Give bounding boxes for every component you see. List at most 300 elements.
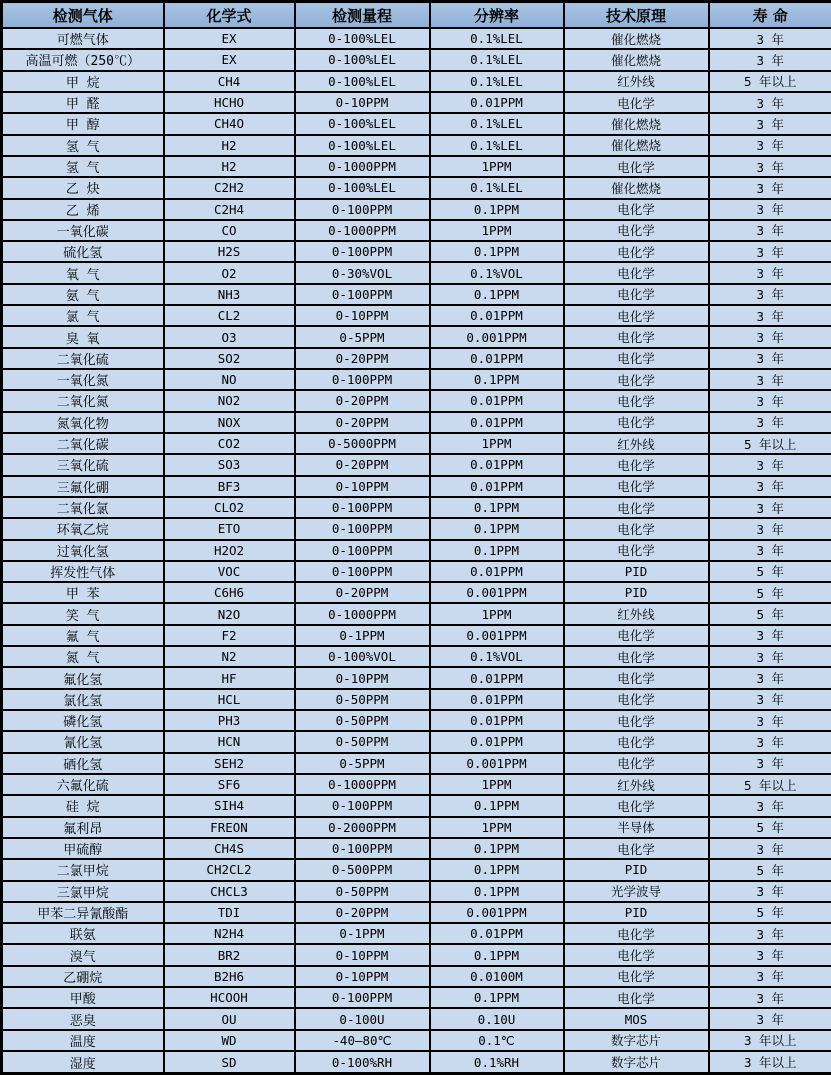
cell-lifespan: 3 年 (709, 156, 831, 177)
table-row (2, 262, 831, 283)
cell-range: 0-20PPM (295, 390, 430, 411)
cell-principle: 数字芯片 (564, 1051, 709, 1074)
table-row (2, 135, 831, 156)
table-row (2, 731, 831, 752)
table-row (2, 582, 831, 603)
cell-gas: 硫化氢 (2, 241, 164, 262)
cell-principle: 电化学 (564, 262, 709, 283)
table-row (2, 199, 831, 220)
cell-resolution: 0.01PPM (430, 923, 564, 944)
table-row (2, 987, 831, 1008)
cell-range: 0-50PPM (295, 881, 430, 902)
cell-formula: F2 (164, 625, 295, 646)
cell-formula: SF6 (164, 774, 295, 795)
cell-lifespan: 3 年 (709, 28, 831, 49)
cell-gas: 甲 烷 (2, 71, 164, 92)
table-row (2, 433, 831, 454)
cell-principle: 电化学 (564, 390, 709, 411)
cell-resolution: 0.01PPM (430, 689, 564, 710)
cell-range: 0-100PPM (295, 241, 430, 262)
cell-range: 0-100%LEL (295, 177, 430, 198)
column-header-resolution: 分辨率 (430, 2, 564, 29)
cell-range: 0-100PPM (295, 284, 430, 305)
cell-lifespan: 3 年 (709, 348, 831, 369)
cell-formula: PH3 (164, 710, 295, 731)
cell-range: 0-10PPM (295, 476, 430, 497)
cell-lifespan: 3 年 (709, 241, 831, 262)
cell-range: 0-1PPM (295, 625, 430, 646)
cell-resolution: 0.1PPM (430, 795, 564, 816)
cell-lifespan: 3 年 (709, 326, 831, 347)
cell-lifespan: 3 年 (709, 646, 831, 667)
table-row (2, 838, 831, 859)
cell-principle: 电化学 (564, 369, 709, 390)
cell-gas: 笑 气 (2, 603, 164, 624)
cell-gas: 溴气 (2, 944, 164, 965)
cell-lifespan: 3 年 (709, 838, 831, 859)
cell-formula: BR2 (164, 944, 295, 965)
table-row (2, 667, 831, 688)
cell-resolution: 0.1%LEL (430, 49, 564, 70)
cell-formula: CH4 (164, 71, 295, 92)
cell-principle: 电化学 (564, 92, 709, 113)
cell-lifespan: 3 年 (709, 177, 831, 198)
cell-gas: 氟利昂 (2, 817, 164, 838)
cell-principle: 电化学 (564, 156, 709, 177)
cell-range: 0-100PPM (295, 561, 430, 582)
table-row (2, 28, 831, 49)
cell-resolution: 0.1%VOL (430, 646, 564, 667)
cell-principle: 电化学 (564, 710, 709, 731)
cell-principle: 红外线 (564, 433, 709, 454)
cell-resolution: 0.10U (430, 1008, 564, 1029)
cell-lifespan: 3 年以上 (709, 1030, 831, 1051)
cell-principle: 电化学 (564, 966, 709, 987)
cell-formula: H2 (164, 156, 295, 177)
cell-lifespan: 3 年 (709, 944, 831, 965)
table-row (2, 710, 831, 731)
cell-resolution: 0.1%LEL (430, 28, 564, 49)
cell-lifespan: 5 年 (709, 582, 831, 603)
table-row (2, 966, 831, 987)
cell-principle: 红外线 (564, 603, 709, 624)
table-row (2, 49, 831, 70)
table-row (2, 113, 831, 134)
cell-resolution: 0.1PPM (430, 987, 564, 1008)
cell-range: 0-50PPM (295, 689, 430, 710)
cell-range: -40—80℃ (295, 1030, 430, 1051)
cell-range: 0-5000PPM (295, 433, 430, 454)
cell-formula: HCL (164, 689, 295, 710)
cell-resolution: 0.001PPM (430, 326, 564, 347)
table-row (2, 71, 831, 92)
cell-gas: 一氧化氮 (2, 369, 164, 390)
cell-principle: 数字芯片 (564, 1030, 709, 1051)
cell-resolution: 0.01PPM (430, 454, 564, 475)
cell-formula: C2H4 (164, 199, 295, 220)
cell-lifespan: 3 年 (709, 199, 831, 220)
cell-resolution: 1PPM (430, 603, 564, 624)
cell-gas: 二氯甲烷 (2, 859, 164, 880)
cell-principle: 光学波导 (564, 881, 709, 902)
cell-principle: 电化学 (564, 795, 709, 816)
cell-resolution: 0.01PPM (430, 710, 564, 731)
cell-gas: 氯化氢 (2, 689, 164, 710)
cell-range: 0-100PPM (295, 795, 430, 816)
cell-resolution: 0.1PPM (430, 369, 564, 390)
cell-principle: 电化学 (564, 497, 709, 518)
cell-principle: PID (564, 582, 709, 603)
cell-principle: 电化学 (564, 454, 709, 475)
table-row (2, 646, 831, 667)
cell-resolution: 1PPM (430, 817, 564, 838)
table-row (2, 625, 831, 646)
cell-lifespan: 3 年 (709, 923, 831, 944)
cell-principle: 电化学 (564, 753, 709, 774)
cell-formula: N2 (164, 646, 295, 667)
cell-principle: 电化学 (564, 540, 709, 561)
cell-range: 0-100%RH (295, 1051, 430, 1074)
table-row (2, 305, 831, 326)
cell-resolution: 0.1PPM (430, 497, 564, 518)
cell-range: 0-100PPM (295, 199, 430, 220)
header-row (2, 2, 831, 29)
cell-gas: 乙 烯 (2, 199, 164, 220)
column-header-formula: 化学式 (164, 2, 295, 29)
cell-principle: 电化学 (564, 305, 709, 326)
cell-range: 0-100U (295, 1008, 430, 1029)
cell-gas: 氧 气 (2, 262, 164, 283)
cell-lifespan: 3 年 (709, 305, 831, 326)
table-row (2, 881, 831, 902)
cell-lifespan: 3 年 (709, 540, 831, 561)
cell-formula: NH3 (164, 284, 295, 305)
cell-range: 0-20PPM (295, 454, 430, 475)
cell-principle: 电化学 (564, 284, 709, 305)
cell-lifespan: 3 年 (709, 497, 831, 518)
table-row (2, 603, 831, 624)
cell-resolution: 0.01PPM (430, 92, 564, 113)
cell-lifespan: 3 年 (709, 262, 831, 283)
cell-range: 0-20PPM (295, 582, 430, 603)
cell-resolution: 0.1%LEL (430, 135, 564, 156)
cell-lifespan: 3 年 (709, 113, 831, 134)
cell-gas: 氯 气 (2, 305, 164, 326)
cell-formula: CO (164, 220, 295, 241)
cell-principle: 电化学 (564, 731, 709, 752)
column-header-range: 检测量程 (295, 2, 430, 29)
cell-lifespan: 5 年以上 (709, 774, 831, 795)
table-row (2, 220, 831, 241)
cell-principle: 电化学 (564, 518, 709, 539)
cell-principle: 电化学 (564, 944, 709, 965)
table-row (2, 1008, 831, 1029)
cell-principle: 电化学 (564, 987, 709, 1008)
cell-formula: WD (164, 1030, 295, 1051)
table-row (2, 241, 831, 262)
cell-formula: C6H6 (164, 582, 295, 603)
cell-resolution: 0.01PPM (430, 476, 564, 497)
cell-resolution: 0.1PPM (430, 241, 564, 262)
cell-gas: 甲苯二异氰酸酯 (2, 902, 164, 923)
cell-gas: 二氧化碳 (2, 433, 164, 454)
cell-principle: 催化燃烧 (564, 28, 709, 49)
cell-range: 0-2000PPM (295, 817, 430, 838)
cell-formula: CHCL3 (164, 881, 295, 902)
cell-range: 0-1PPM (295, 923, 430, 944)
cell-formula: SO2 (164, 348, 295, 369)
cell-principle: 电化学 (564, 476, 709, 497)
cell-lifespan: 3 年 (709, 284, 831, 305)
cell-formula: H2O2 (164, 540, 295, 561)
table-row (2, 795, 831, 816)
cell-lifespan: 3 年 (709, 476, 831, 497)
cell-gas: 氢 气 (2, 135, 164, 156)
cell-principle: 电化学 (564, 199, 709, 220)
cell-resolution: 1PPM (430, 156, 564, 177)
cell-resolution: 0.1%LEL (430, 71, 564, 92)
cell-lifespan: 3 年 (709, 731, 831, 752)
cell-resolution: 0.001PPM (430, 625, 564, 646)
cell-resolution: 0.1℃ (430, 1030, 564, 1051)
cell-resolution: 0.01PPM (430, 731, 564, 752)
table-row (2, 817, 831, 838)
cell-lifespan: 3 年 (709, 518, 831, 539)
table-row (2, 518, 831, 539)
cell-resolution: 0.001PPM (430, 902, 564, 923)
table-row (2, 177, 831, 198)
cell-principle: PID (564, 561, 709, 582)
cell-gas: 三氟化硼 (2, 476, 164, 497)
cell-lifespan: 3 年以上 (709, 1051, 831, 1074)
cell-lifespan: 3 年 (709, 92, 831, 113)
cell-principle: 催化燃烧 (564, 135, 709, 156)
cell-formula: N2O (164, 603, 295, 624)
table-row (2, 902, 831, 923)
cell-formula: SD (164, 1051, 295, 1074)
table-row (2, 92, 831, 113)
cell-gas: 硅 烷 (2, 795, 164, 816)
cell-principle: 电化学 (564, 646, 709, 667)
cell-formula: HCOOH (164, 987, 295, 1008)
table-row (2, 1030, 831, 1051)
cell-lifespan: 3 年 (709, 795, 831, 816)
cell-lifespan: 3 年 (709, 412, 831, 433)
cell-formula: CH4S (164, 838, 295, 859)
table-header (2, 2, 831, 29)
cell-resolution: 0.1PPM (430, 859, 564, 880)
cell-formula: HCN (164, 731, 295, 752)
cell-gas: 二氧化氯 (2, 497, 164, 518)
table-row (2, 412, 831, 433)
cell-formula: VOC (164, 561, 295, 582)
cell-range: 0-100PPM (295, 540, 430, 561)
table-row (2, 689, 831, 710)
cell-range: 0-100%VOL (295, 646, 430, 667)
cell-formula: HCHO (164, 92, 295, 113)
column-header-lifespan: 寿 命 (709, 2, 831, 29)
cell-gas: 氰化氢 (2, 731, 164, 752)
cell-formula: CL2 (164, 305, 295, 326)
cell-gas: 二氧化氮 (2, 390, 164, 411)
cell-principle: 催化燃烧 (564, 177, 709, 198)
cell-formula: EX (164, 49, 295, 70)
cell-principle: 电化学 (564, 923, 709, 944)
cell-principle: 电化学 (564, 667, 709, 688)
cell-formula: CH4O (164, 113, 295, 134)
cell-gas: 六氟化硫 (2, 774, 164, 795)
cell-formula: SIH4 (164, 795, 295, 816)
cell-lifespan: 5 年 (709, 859, 831, 880)
table-row (2, 348, 831, 369)
cell-resolution: 0.1%LEL (430, 113, 564, 134)
cell-formula: CLO2 (164, 497, 295, 518)
cell-formula: O2 (164, 262, 295, 283)
cell-lifespan: 3 年 (709, 220, 831, 241)
cell-lifespan: 3 年 (709, 454, 831, 475)
cell-lifespan: 5 年以上 (709, 71, 831, 92)
table-row (2, 774, 831, 795)
cell-gas: 硒化氢 (2, 753, 164, 774)
cell-formula: H2 (164, 135, 295, 156)
cell-lifespan: 3 年 (709, 1008, 831, 1029)
cell-formula: OU (164, 1008, 295, 1029)
cell-range: 0-10PPM (295, 966, 430, 987)
cell-gas: 氮氧化物 (2, 412, 164, 433)
cell-gas: 一氧化碳 (2, 220, 164, 241)
cell-range: 0-100PPM (295, 987, 430, 1008)
cell-principle: 电化学 (564, 689, 709, 710)
cell-range: 0-100PPM (295, 838, 430, 859)
cell-formula: N2H4 (164, 923, 295, 944)
cell-gas: 甲 苯 (2, 582, 164, 603)
cell-gas: 湿度 (2, 1051, 164, 1074)
cell-gas: 环氧乙烷 (2, 518, 164, 539)
cell-resolution: 0.1PPM (430, 284, 564, 305)
cell-range: 0-5PPM (295, 326, 430, 347)
cell-range: 0-50PPM (295, 731, 430, 752)
cell-lifespan: 3 年 (709, 881, 831, 902)
cell-lifespan: 3 年 (709, 390, 831, 411)
cell-lifespan: 3 年 (709, 369, 831, 390)
cell-resolution: 0.1%RH (430, 1051, 564, 1074)
table-row (2, 1051, 831, 1074)
cell-lifespan: 3 年 (709, 966, 831, 987)
cell-range: 0-20PPM (295, 412, 430, 433)
cell-resolution: 0.1%LEL (430, 177, 564, 198)
cell-principle: 电化学 (564, 241, 709, 262)
cell-gas: 温度 (2, 1030, 164, 1051)
cell-principle: 电化学 (564, 326, 709, 347)
cell-principle: MOS (564, 1008, 709, 1029)
cell-resolution: 0.01PPM (430, 348, 564, 369)
table-row (2, 944, 831, 965)
cell-principle: 电化学 (564, 348, 709, 369)
cell-resolution: 0.1PPM (430, 881, 564, 902)
cell-gas: 氟 气 (2, 625, 164, 646)
cell-formula: B2H6 (164, 966, 295, 987)
cell-formula: H2S (164, 241, 295, 262)
cell-resolution: 0.001PPM (430, 582, 564, 603)
cell-formula: SEH2 (164, 753, 295, 774)
cell-formula: NOX (164, 412, 295, 433)
table-row (2, 561, 831, 582)
cell-resolution: 0.1PPM (430, 199, 564, 220)
table-row (2, 753, 831, 774)
cell-lifespan: 3 年 (709, 135, 831, 156)
table-row (2, 476, 831, 497)
column-header-gas: 检测气体 (2, 2, 164, 29)
cell-formula: TDI (164, 902, 295, 923)
cell-lifespan: 3 年 (709, 625, 831, 646)
cell-resolution: 0.1%VOL (430, 262, 564, 283)
cell-resolution: 1PPM (430, 774, 564, 795)
cell-gas: 甲 醇 (2, 113, 164, 134)
cell-gas: 氨 气 (2, 284, 164, 305)
table-row (2, 326, 831, 347)
cell-gas: 乙 炔 (2, 177, 164, 198)
cell-range: 0-10PPM (295, 92, 430, 113)
cell-principle: 电化学 (564, 220, 709, 241)
cell-range: 0-30%VOL (295, 262, 430, 283)
cell-range: 0-50PPM (295, 710, 430, 731)
cell-resolution: 1PPM (430, 433, 564, 454)
cell-principle: 催化燃烧 (564, 113, 709, 134)
cell-gas: 联氨 (2, 923, 164, 944)
cell-principle: 电化学 (564, 838, 709, 859)
table-row (2, 497, 831, 518)
cell-principle: 电化学 (564, 412, 709, 433)
cell-gas: 氟化氢 (2, 667, 164, 688)
cell-range: 0-100PPM (295, 497, 430, 518)
table-row (2, 859, 831, 880)
cell-gas: 三氯甲烷 (2, 881, 164, 902)
cell-lifespan: 3 年 (709, 710, 831, 731)
cell-resolution: 0.1PPM (430, 838, 564, 859)
cell-formula: NO2 (164, 390, 295, 411)
cell-principle: 红外线 (564, 71, 709, 92)
cell-gas: 磷化氢 (2, 710, 164, 731)
cell-lifespan: 3 年 (709, 49, 831, 70)
cell-gas: 挥发性气体 (2, 561, 164, 582)
column-header-principle: 技术原理 (564, 2, 709, 29)
cell-range: 0-1000PPM (295, 774, 430, 795)
table-row (2, 923, 831, 944)
cell-lifespan: 5 年 (709, 817, 831, 838)
cell-gas: 氮 气 (2, 646, 164, 667)
cell-gas: 甲 醛 (2, 92, 164, 113)
cell-range: 0-100%LEL (295, 49, 430, 70)
cell-gas: 二氧化硫 (2, 348, 164, 369)
table-row (2, 390, 831, 411)
cell-principle: 电化学 (564, 625, 709, 646)
cell-lifespan: 3 年 (709, 753, 831, 774)
cell-gas: 氢 气 (2, 156, 164, 177)
cell-range: 0-10PPM (295, 944, 430, 965)
cell-gas: 甲硫醇 (2, 838, 164, 859)
cell-gas: 甲酸 (2, 987, 164, 1008)
cell-gas: 臭 氧 (2, 326, 164, 347)
cell-formula: SO3 (164, 454, 295, 475)
cell-principle: 催化燃烧 (564, 49, 709, 70)
cell-principle: 红外线 (564, 774, 709, 795)
cell-gas: 恶臭 (2, 1008, 164, 1029)
cell-range: 0-5PPM (295, 753, 430, 774)
cell-principle: PID (564, 859, 709, 880)
cell-lifespan: 3 年 (709, 987, 831, 1008)
cell-resolution: 0.01PPM (430, 305, 564, 326)
cell-resolution: 0.01PPM (430, 412, 564, 433)
